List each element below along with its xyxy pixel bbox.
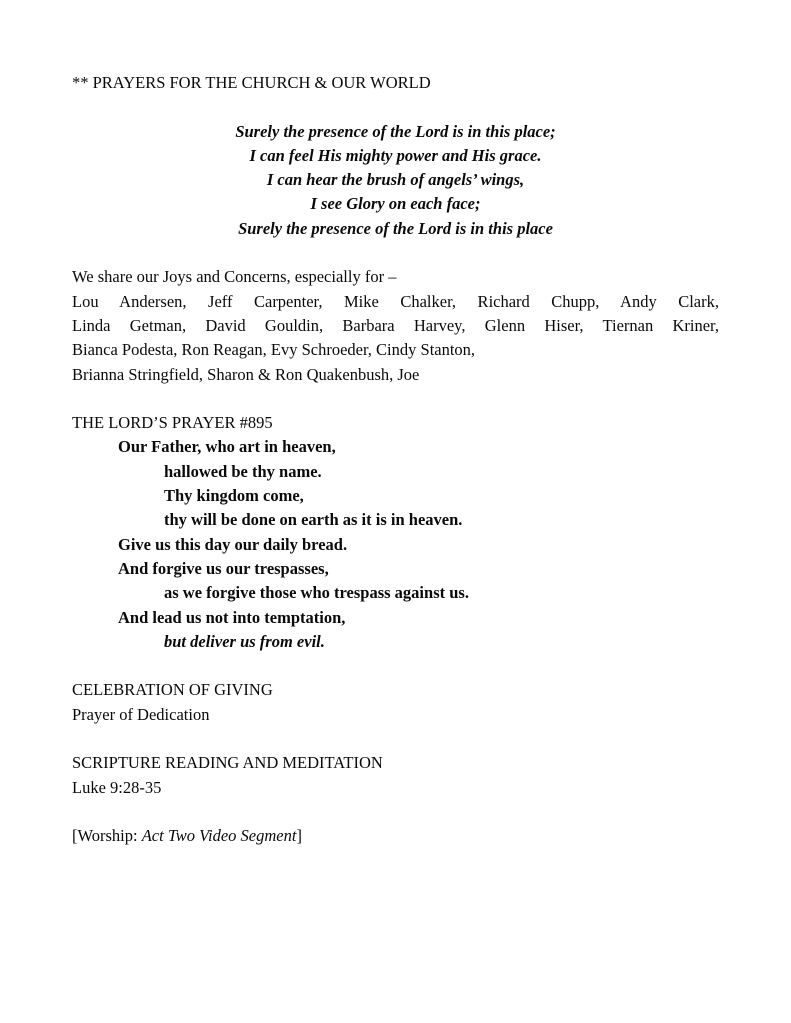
spacer xyxy=(72,95,719,119)
spacer xyxy=(72,387,719,411)
prayer-line: Give us this day our daily bread. xyxy=(118,534,348,554)
names-line: Bianca Podesta, Ron Reagan, Evy Schroeder, Cindy Stanton, xyxy=(72,340,476,360)
hymn-line: I can hear the brush of angels’ wings, xyxy=(266,170,525,190)
giving-heading: CELEBRATION OF GIVING xyxy=(72,680,273,700)
spacer xyxy=(72,654,719,678)
prayer-line: as we forgive those who trespass against us. xyxy=(164,583,469,603)
joys-and-concerns xyxy=(72,265,719,386)
prayer-line: but deliver us from evil. xyxy=(164,631,325,651)
prayer-line: And lead us not into temptation, xyxy=(118,607,346,627)
worship-note xyxy=(72,824,719,848)
worship-note-prefix: [Worship: xyxy=(72,826,142,846)
worship-note-segment: Act Two Video Segment xyxy=(141,826,297,846)
hymn-line: I can feel His mighty power and His grace. xyxy=(249,145,542,165)
prayer-line: Thy kingdom come, xyxy=(164,486,304,506)
worship-note-suffix: ] xyxy=(296,826,302,846)
joys-intro: We share our Joys and Concerns, especially for – xyxy=(72,267,397,287)
lords-prayer-heading: THE LORD’S PRAYER #895 xyxy=(72,413,273,433)
hymn-line: Surely the presence of the Lord is in this place; xyxy=(235,121,556,141)
hymn-line: I see Glory on each face; xyxy=(310,194,481,214)
prayer-line: Our Father, who art in heaven, xyxy=(118,437,336,457)
lords-prayer xyxy=(72,411,719,654)
prayer-line: thy will be done on earth as it is in heaven. xyxy=(164,510,463,530)
hymn-verse xyxy=(72,120,719,241)
scripture-reading xyxy=(72,751,719,800)
prayer-line: hallowed be thy name. xyxy=(164,461,322,481)
spacer xyxy=(72,727,719,751)
prayer-line: And forgive us our trespasses, xyxy=(118,558,329,578)
names-line: Lou Andersen, Jeff Carpenter, Mike Chalker, Richard Chupp, Andy Clark, xyxy=(72,291,719,311)
spacer xyxy=(72,241,719,265)
hymn-line: Surely the presence of the Lord is in this place xyxy=(238,218,553,238)
scripture-heading: SCRIPTURE READING AND MEDITATION xyxy=(72,753,383,773)
names-line: Brianna Stringfield, Sharon & Ron Quakenbush, Joe xyxy=(72,364,420,384)
celebration-of-giving xyxy=(72,678,719,727)
prayers-section-heading: ** PRAYERS FOR THE CHURCH & OUR WORLD xyxy=(72,73,431,92)
names-line: Linda Getman, David Gouldin, Barbara Harvey, Glenn Hiser, Tiernan Kriner, xyxy=(72,315,719,335)
spacer xyxy=(72,800,719,824)
scripture-reference: Luke 9:28-35 xyxy=(72,777,162,797)
giving-subline: Prayer of Dedication xyxy=(72,704,210,724)
